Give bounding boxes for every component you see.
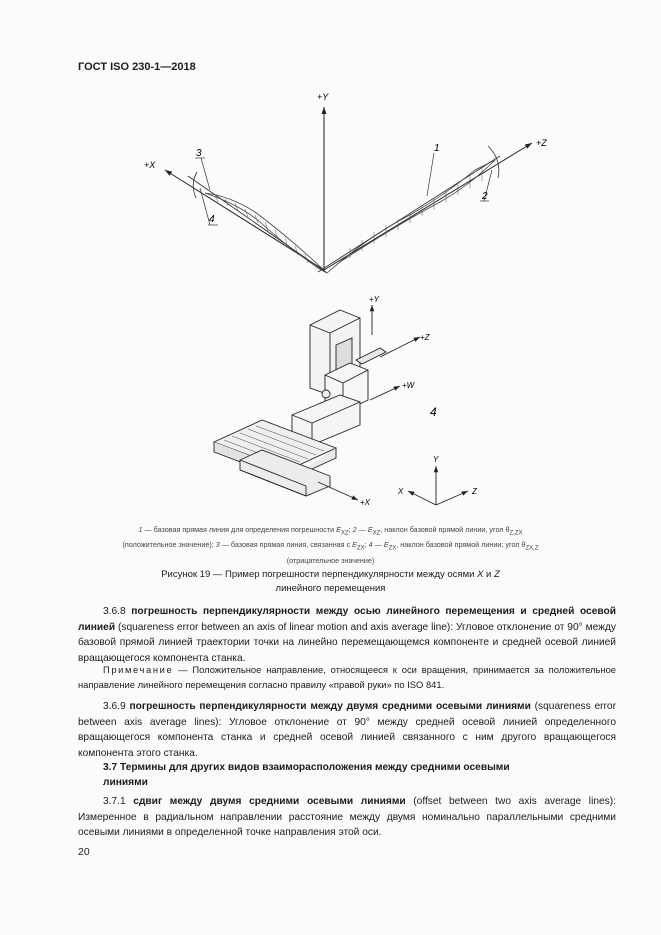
axis-label-y-mid: +Y <box>369 295 380 304</box>
z-axis-line <box>324 143 532 270</box>
callout-4-machine: 4 <box>430 405 437 419</box>
top-axes-diagram <box>144 92 547 273</box>
machine-tool-drawing <box>214 310 386 496</box>
callout-2: 2 <box>482 191 488 202</box>
axis-label-w-mid: +W <box>402 381 415 390</box>
axis-label-z-mid: +Z <box>420 333 430 342</box>
legend-line-1: 1 — базовая прямая линия для определения погрешности $E_{XZ}$; 2 — $E_{XZ}$, наклон базовой прямой линии, угол $\theta_{Z,ZX}$ <box>138 525 523 537</box>
hatch-x <box>215 196 308 263</box>
axis-label-z-top: +Z <box>536 138 547 148</box>
coord-x <box>408 491 436 505</box>
coord-label-y: Y <box>433 455 439 464</box>
axis-label-x-low: +X <box>360 498 371 507</box>
page-number: 20 <box>78 846 90 858</box>
paragraph-3-7-1: 3.7.1 сдвиг между двумя средними осевыми линиями (offset between two axis average lines): Измеренное в радиальном направлении расстояние между двумя номинально параллельными средними осевыми линиями в определенной точке направления этой оси. <box>78 796 616 838</box>
figure-legend <box>70 524 591 567</box>
coord-label-x: X <box>398 487 404 496</box>
callout-3: 3 <box>196 148 202 159</box>
leader-3 <box>201 158 210 190</box>
paragraph-3-6-8: 3.6.8 погрешность перпендикулярности между осью линейного перемещения и средней осевой линией (squareness error between an axis of linear motion and axis average line): Угловое отклонение от 90° между базовой прямой линией траектории точки на линейно перемещающемся компоненте и средней осевой линией вращающегося компонента станка. <box>78 606 616 664</box>
callout-1: 1 <box>434 143 440 154</box>
section-3-7-title: 3.7 Термины для других видов взаиморасположения между средними осевыми линиями <box>103 762 510 788</box>
coord-z <box>436 491 468 505</box>
legend-line-2: (положительное значение); 3 — базовая прямая линия, связанная с $E_{ZX}$; 4 — $E_{ZX}$, наклон базовой прямой линии; угол $\theta_{ZX,Z}$ <box>122 540 539 552</box>
axis-label-x-top: +X <box>144 160 156 170</box>
paragraph-3-6-9: 3.6.9 погрешность перпендикулярности между двумя средними осевыми линиями (squareness error between axis average lines): Угловое отклонение от 90° между средней осевой линией определенного вращающегося компонента станка и средней осевой линией связанного с ним другого вращающегося компонента этого станка. <box>78 701 616 759</box>
legend-line-3: (отрицательное значение) <box>286 555 375 565</box>
note: Примечание — Положительное направление, относящееся к оси вращения, принимается за положительное направление линейного перемещения согласно правилу «правой руки» по ISO 841. <box>78 664 616 690</box>
axis-label-y-top: +Y <box>317 92 329 102</box>
leader-1 <box>427 153 434 196</box>
document-code: ГОСТ ISO 230-1—2018 <box>78 61 196 73</box>
reference-line-1 <box>318 156 500 272</box>
angle-arc-4 <box>193 172 197 198</box>
callout-4: 4 <box>209 214 215 225</box>
figure-title: Рисунок 19 — Пример погрешности перпендикулярности между осями X и Z линейного перемещения <box>161 569 500 594</box>
coord-label-z: Z <box>472 487 477 496</box>
